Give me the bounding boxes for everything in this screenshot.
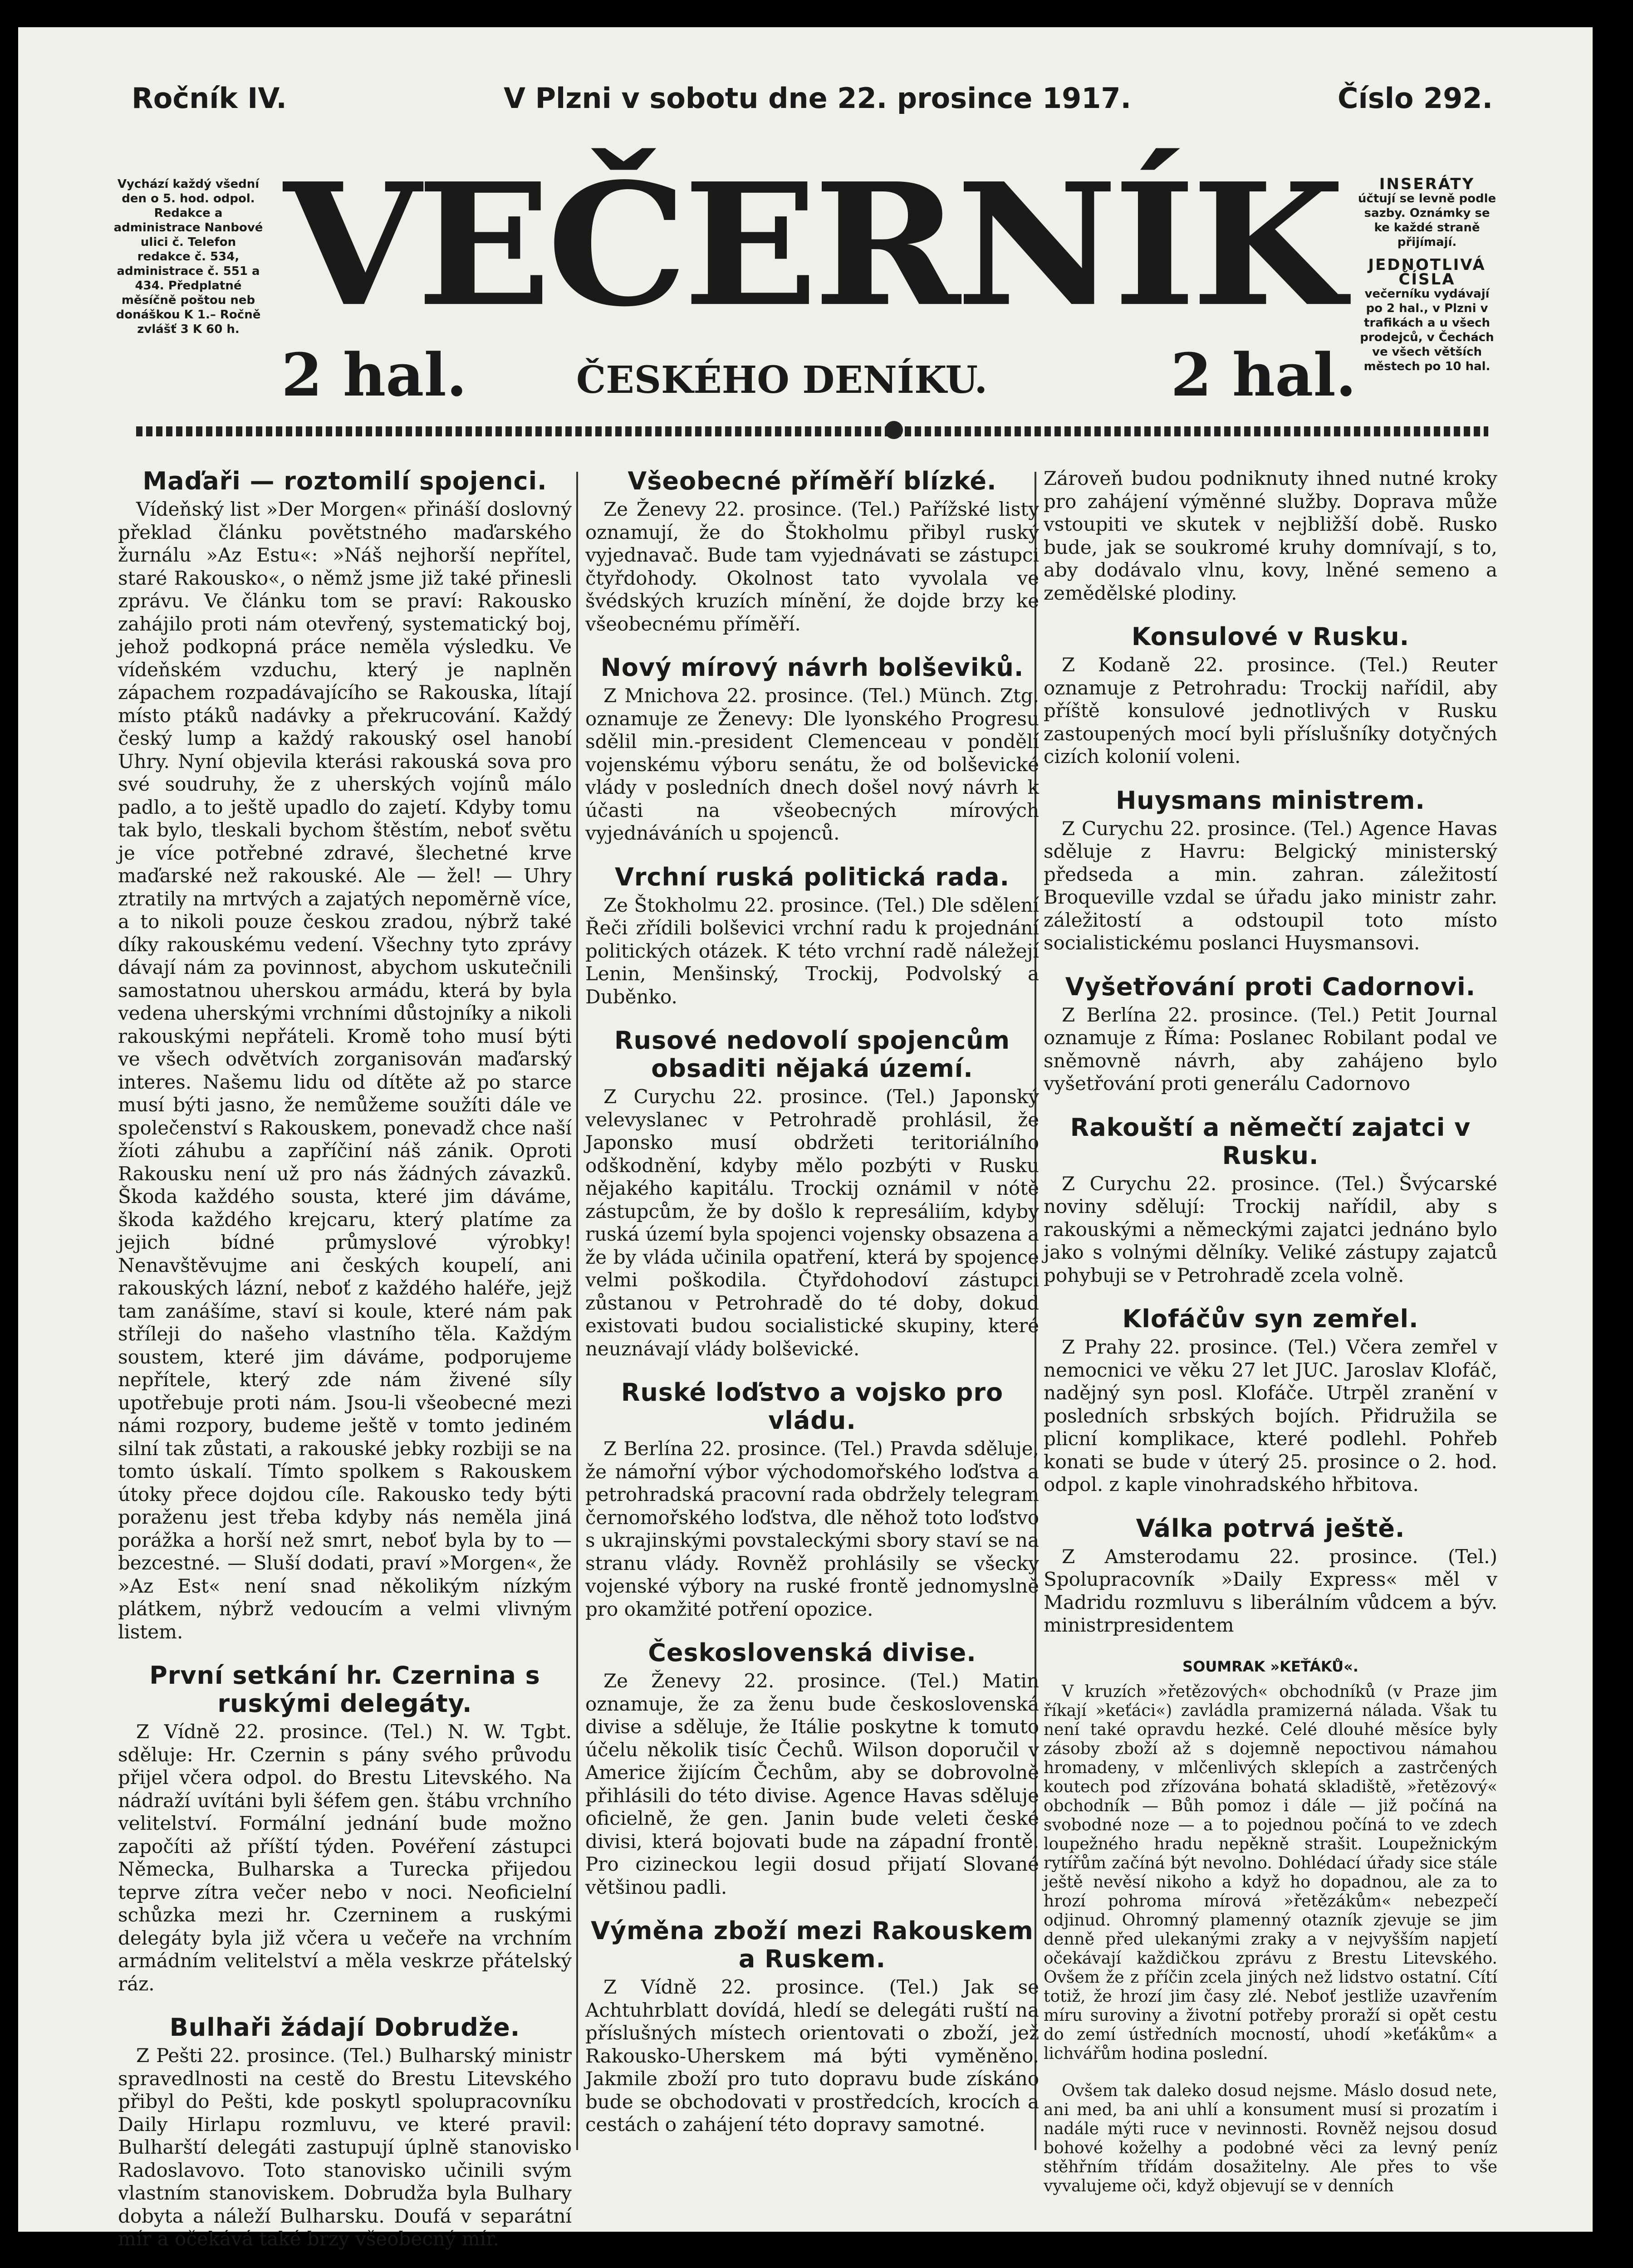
article — [1044, 973, 1497, 1095]
article-body: Z Vídně 22. prosince. (Tel.) N. W. Tgbt. sděluje: Hr. Czernin s pány svého průvodu přijel včera odpol. do Brestu Litevského. Na nádraží uvítáni byli šéfem gen. štábu vrchního velitelství. Formální jednání bude možno započíti až příští týden. Povéření zástupci Německa, Bulharska a Turecka přijedou teprve zítra večer nebo v noci. Neoficielní schůzka mezi hr. Czerninem a ruskými delegáty byla již včera u večeře na vrchním armádním velitelství a měla veskrze přátelský ráz. — [118, 1721, 572, 1995]
article-body: Z Curychu 22. prosince. (Tel.) Japonský velevyslanec v Petrohradě prohlásil, že Japonsko musí obdržeti teritoriálního odškodnění, kdyby mělo pozbýti v Rusku nějakého kapitálu. Trockij oznámil v nótě zástupcům, že by došlo k represáliím, kdyby ruská území byla spojenci vojensky obsazena a že by vláda učinila opatření, která by spojence velmi poškodila. Čtyřdohodoví zástupci zůstanou v Petrohradě do té doby, dokud existovati budou socialistické skupiny, které neuznávají vlády bolševické. — [585, 1085, 1039, 1360]
article — [1044, 1305, 1497, 1496]
article-body: Z Curychu 22. prosince. (Tel.) Agence Havas sděluje z Havru: Belgický ministerský předseda a min. zahran. záležitostí Broqueville vzdal se úřadu jako ministr zahr. záležitostí a odstoupil toto místo socialistickému poslanci Huysmansovi. — [1044, 817, 1497, 954]
masthead-subtitle: ČESKÉHO DENÍKU. — [576, 358, 988, 402]
column-3 — [1044, 467, 1497, 2214]
column-divider — [576, 472, 578, 2150]
article-headline: Klofáčův syn zemřel. — [1122, 1305, 1419, 1333]
article-headline: První setkání hr. Czernina s ruskými delegáty. — [149, 1661, 540, 1718]
article-body: Z Pešti 22. prosince. (Tel.) Bulharský ministr spravedlnosti na cestě do Brestu Litevského přibyl do Pešti, kde poskytl spolupracovníku Daily Hirlapu rozmluvu, ve které pravil: Bulharští delegáti zastupují úplně stanovisko Radoslavovo. Toto stanovisko učinili svým vlastním stanoviskem. Dobrudža byla Bulhary dobyta a náleží Bulharsku. Doufá v separátní mír a očekává také brzy všeobecný mír. — [118, 2044, 572, 2250]
single-issues-text: večerníku vydávají po 2 hal., v Plzni v trafikách a u všech prodejců, v Čechách ve všech větších městech po 10 hal. — [1360, 287, 1494, 373]
article-headline: Vyšetřování proti Cadornovi. — [1065, 972, 1476, 1001]
article — [1044, 1114, 1497, 1287]
feuilleton-title: SOUMRAK »KEŤÁKŮ«. — [1182, 1657, 1358, 1675]
feuilleton-body: Ovšem tak daleko dosud nejsme. Máslo dosud nete, ani med, ba ani uhlí a konsument musí si prozatím i nadále mýti ruce v nevinnosti. Rovněž nejsou dosud bohové koželhy a podobné věci za levný peníz stěhřním třídám dosažitelny. Ale přes to vše vyvalujeme oči, když objevují se v denních — [1044, 2082, 1497, 2195]
article — [585, 467, 1039, 635]
feuilleton — [1044, 1655, 1497, 2196]
subscription-box: Vychází každý všední den o 5. hod. odpol. Redakce a administrace Nanbové ulici č. Telefon redakce č. 534, administrace č. 551 a 434. Předplatné měsíčně poštou neb donáškou K 1.– Ročně zvlášť 3 K 60 h. — [113, 177, 263, 336]
article-body: Zároveň budou podniknuty ihned nutné kroky pro zahájení výměnné služby. Doprava může vstoupiti ve skutek v nejbližší době. Rusko bude, jak se soukromé kruhy domnívají, s to, aby dodávalo vlnu, kovy, lněné semeno a zemědělské plodiny. — [1044, 467, 1497, 604]
feuilleton-body: V kruzích »řetězových« obchodníků (v Praze jim říkají »keťáci«) zavládla pramizerná nálada. Však tu není také opravdu hezké. Celé dlouhé měsíce byly zásoby zboží až s dojemně nepoctivou námahou hromadeny, v mlčenlivých sklepích a zastrčených koutech pod zřízována bohatá skladiště, »řetězový« obchodník — Bůh pomoz i dále — již počíná na svobodné noze — a to pojednou počíná to ve zdech loupežného hradu nepěkně strašit. Loupežnickým rytířům začíná být nevolno. Dohlédací úřady sice stále ještě nevěsí nikoho a když ho dopadnou, ale za to hrozí pohroma mírová »řetězákům« nebezpečí odjinud. Ohromný plamenný otazník zjevuje se jim denně před ulekanými zraky a v nejvyšším napjetí očekávají každičkou zprávu z Brestu Litevského. Ovšem že z příčin zcela jiných než lidstvo ostatní. Cítí totiž, že hrozí jim časy zlé. Neboť jestliže uzavřením míru suroviny a životní potřeby proraží si opět cestu do zemí ústředních mocností, uhodí »keťákům« a lichvářům hodina poslední. — [1044, 1682, 1497, 2063]
article-headline: Rakouští a němečtí zajatci v Rusku. — [1070, 1113, 1471, 1170]
single-issues-title: JEDNOTLIVÁ ČÍSLA — [1368, 256, 1486, 288]
column-2 — [585, 467, 1039, 2155]
dateline: V Plzni v sobotu dne 22. prosince 1917. — [504, 82, 1132, 115]
article-headline: Československá divise. — [648, 1638, 976, 1667]
advertising-title: INSERÁTY — [1379, 175, 1475, 193]
article-body: Z Berlína 22. prosince. (Tel.) Petit Journal oznamuje z Říma: Poslanec Robilant podal ve sněmovně návrh, aby zahájeno bylo vyšetřování proti generálu Cadornovo — [1044, 1003, 1497, 1095]
article-headline: Nový mírový návrh bolševiků. — [600, 653, 1024, 682]
article — [585, 863, 1039, 1009]
article — [1044, 1515, 1497, 1637]
article-headline: Bulhaři žádají Dobrudže. — [169, 2013, 520, 2042]
article-body: Z Mnichova 22. prosince. (Tel.) Münch. Ztg. oznamuje ze Ženevy: Dle lyonského Progresu sdělil min.-president Clemenceau v pondělí vojenskému výboru senátu, že od bolševické vlády v posledních dnech došel nový návrh k účasti na všeobecných mírových vyjednáváních u spojenců. — [585, 684, 1039, 844]
article-body: Z Curychu 22. prosince. (Tel.) Švýcarské noviny sdělují: Trockij nařídil, aby s rakouskými a německými zajatci jednáno bylo jako s volnými dělníky. Veliké zástupy zajatců pohybuji se v Petrohradě zcela volně. — [1044, 1172, 1497, 1286]
price-right: 2 hal. — [1171, 340, 1357, 410]
article — [1044, 623, 1497, 768]
article-body: Vídeňský list »Der Morgen« přináší doslovný překlad článku povětstného maďarského žurnálu »Az Estu«: »Náš nejhorší nepřítel, staré Rakousko«, o němž jsme již také přinesli zprávu. Ve článku tom se praví: Rakousko zahájilo proti nám otevřený, systematický boj, jehož podkopná práce neměla výsledku. Ve vídeňském vzduchu, který je naplněn zápachem rozpadávajícího se Rakouska, lítají místo ptáků nadávky a překrucování. Každý český lump a každý rakouský osel hanobí Uhry. Nyní objevila kterási rakouská sova pro své soudruhy, že z uherských vojínů málo padlo, a to ještě upadlo do zajetí. Kdyby tomu tak bylo, tleskali bychom štěstím, neboť světu je více potřebné zdravé, šlechetné krve maďarské než rakouské. Ale — žel! — Uhry ztratily na mrtvých a zajatých nepoměrně více, a to nikoli pouze českou zradou, nýbrž také díky rakouskému vedení. Všechny tyto zprávy dávají nám za povinnost, abychom uskutečnili samostatnou uherskou armádu, která by byla vedena uherskými vrchními důstojníky a nikoli rakouskými nepřáteli. Kromě toho musí býti ve všech odvětvích zorganisován maďarský interes. Našemu lidu od dítěte až po starce musí býti jasno, že nemůžeme soužíti dále ve společenství s Rakouskem, ponevadž chce naší žíoti záhubu a zapříčiní náš zánik. Oproti Rakousku není už pro nás žádných závazků. Škoda každého sousta, které jim dáváme, škoda každého krejcaru, který platíme za jejich bídné průmyslové výrobky! Nenavštěvujme ani českých koupelí, ani rakouských lázní, neboť z každého haléře, jejž tam zanášíme, staví si koule, které nám pak stříleji do našeho vlastního těla. Každým soustem, které jim dáváme, podporujeme nepřítele, který zde nám živené síly upotřebuje proti nám. Jsou-li všeobecné mezi námi rozpory, budeme ještě v tomto jediném silní tak zůstati, a rakouské jebky rozbiji se na tomto úskalí. Tímto spolkem s Rakouskem útoky přece dojdou cíle. Rakousko tedy býti poraženu jest třeba kdyby nás neměla jiná porážka a horší než smrt, neboť byla by to — bezcestné. — Sluší dodati, praví »Morgen«, že »Az Est« není snad několikým nízkým plátkem, nýbrž vedoucím a velmi vlivným listem. — [118, 498, 572, 1643]
article — [585, 1378, 1039, 1621]
article — [1044, 787, 1497, 955]
masthead-title: VEČERNÍK — [284, 146, 1341, 344]
issue-number: Číslo 292. — [1337, 82, 1493, 115]
article-headline: Válka potrvá ještě. — [1136, 1514, 1405, 1543]
article — [118, 2014, 572, 2251]
article-headline: Huysmans ministrem. — [1116, 786, 1425, 815]
article-headline: Vrchní ruská politická rada. — [615, 862, 1010, 891]
price-left: 2 hal. — [281, 340, 467, 410]
header-line — [113, 82, 1493, 136]
article-body: Z Berlína 22. prosince. (Tel.) Pravda sděluje, že námořní výbor východomořského loďstva a petrohradská pracovní rada obdržely telegram černomořského loďstva, dle něhož toto loďstvo s ukrajinskými povstaleckými sbory staví se na stranu vlády. Rovněž prohlásily se všecky vojenské výbory na ruské frontě jednomyslně pro okamžité potření opozice. — [585, 1437, 1039, 1620]
article-headline: Ruské loďstvo a vojsko pro vládu. — [621, 1378, 1004, 1435]
article-body: Z Vídně 22. prosince. (Tel.) Jak se Achtuhrblatt dovídá, hledí se delegáti ruští na příslušných místech orientovati o zboží, jež Rakousko-Uherskem má býti vyměněno. Jakmile zboží pro tuto dopravu bude získáno bude se obchodovati v prostředcích, krocích a cestách o zahájení této dopravy samotné. — [585, 1976, 1039, 2136]
article-body: Z Amsterodamu 22. prosince. (Tel.) Spolupracovník »Daily Express« měl v Madridu rozmluvu s liberálním vůdcem a býv. ministrpresidentem — [1044, 1545, 1497, 1636]
article-headline: Rusové nedovolí spojencům obsaditi nějaká území. — [614, 1026, 1010, 1083]
article-body: Ze Štokholmu 22. prosince. (Tel.) Dle sdělení Řeči zřídili bolševici vrchní radu k projednání politických otázek. K této vrchní radě náležejí Lenin, Menšinský, Trockij, Podvolský a Duběnko. — [585, 894, 1039, 1008]
article-body: Z Prahy 22. prosince. (Tel.) Včera zemřel v nemocnici ve věku 27 let JUC. Jaroslav Klofáč, nadějný syn posl. Klofáče. Utrpěl zranění v posledních srbských bojích. Přidružila se plicní komplikace, které podlehl. Pohřeb konati se bude v úterý 25. prosince o 2. hod. odpol. z kaple vinohradského hřbitova. — [1044, 1336, 1497, 1496]
article-headline: Konsulové v Rusku. — [1131, 622, 1410, 651]
article — [118, 1662, 572, 1995]
article — [585, 654, 1039, 845]
article-headline: Maďaři — roztomilí spojenci. — [142, 467, 547, 495]
article-headline: Výměna zboží mezi Rakouskem a Ruskem. — [591, 1916, 1034, 1973]
article — [585, 1639, 1039, 1899]
article-body: Ze Ženevy 22. prosince. (Tel.) Pařížské listy oznamují, že do Štokholmu přibyl ruský vyjednavač. Bude tam vyjednávati se zástupci čtyřdohody. Okolnost tato vyvolala ve švédských kruzích mínění, že dojde brzy ke všeobecnému příměří. — [585, 498, 1039, 635]
article — [1044, 467, 1497, 605]
rule-ornament — [885, 421, 903, 439]
article — [585, 1026, 1039, 1360]
article-headline: Všeobecné příměří blízké. — [628, 467, 997, 495]
advertising-text: účtují se levně podle sazby. Oznámky se ke každé straně přijímají. — [1358, 192, 1496, 249]
advertising-box — [1357, 177, 1497, 374]
column-1 — [118, 467, 572, 2268]
article-body: Z Kodaně 22. prosince. (Tel.) Reuter oznamuje z Petrohradu: Trockij nařídil, aby příště konsulové jednotlivých v Rusku zastoupených mocí byli příslušníky dotyčných cizích kolonií voleni. — [1044, 654, 1497, 767]
volume-label: Ročník IV. — [132, 82, 287, 115]
article — [118, 467, 572, 1643]
article-body: Ze Ženevy 22. prosince. (Tel.) Matin oznamuje, že za ženu bude československá divise a sděluje, že Itálie poskytne k tomuto účelu několik tisíc Čechů. Wilson doporučil v Americe žijícím Čechům, aby se dobrovolně přihlásili do této divise. Agence Havas sděluje oficielně, že gen. Janin bude veleti české divisi, která bojovati bude na západní frontě. Pro cizineckou legii dosud přijatí Slované většinou padli. — [585, 1670, 1039, 1898]
article — [585, 1917, 1039, 2136]
ornamental-rule — [136, 426, 1488, 436]
